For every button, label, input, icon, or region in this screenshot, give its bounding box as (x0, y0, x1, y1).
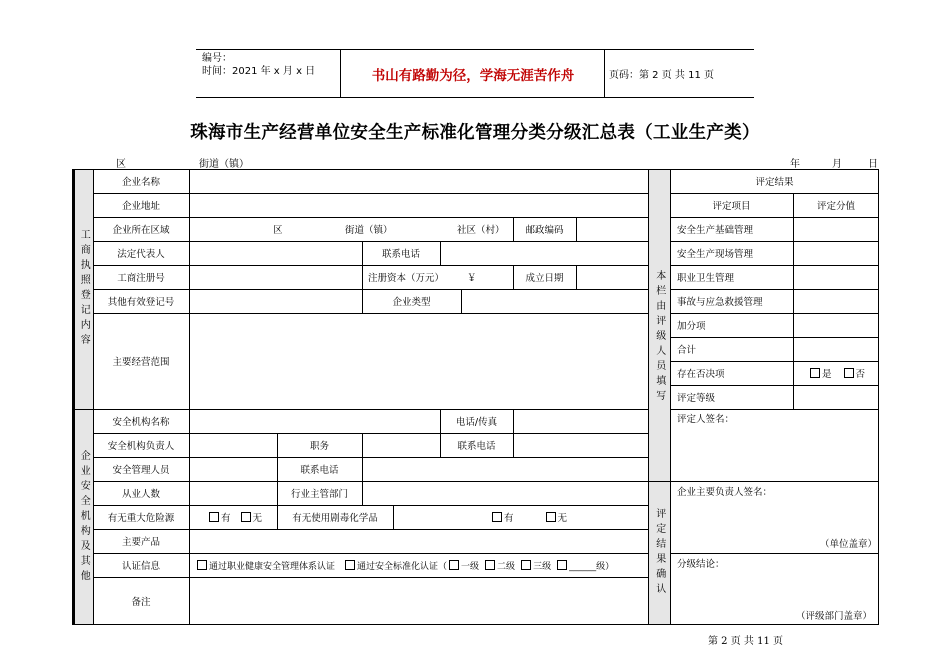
cert-lvl3-checkbox[interactable] (521, 560, 531, 570)
label-industry-dept: 行业主管部门 (290, 489, 348, 500)
rating-vertical-b (648, 481, 670, 625)
hazard-yes-label: 有 (221, 513, 231, 524)
section1-vertical-text: 工商执照登记内容 (78, 229, 90, 349)
principal-sign: 企业主要负责人签名： (677, 487, 773, 498)
rating-item: 加分项 (677, 321, 706, 332)
rating-item: 安全生产现场管理 (677, 249, 754, 260)
rater-sign: 评定人签名： (677, 414, 735, 425)
label-position: 职务 (309, 441, 329, 452)
motto: 书山有路勤为径，学海无涯苦作舟 (371, 67, 575, 84)
rating-vertical-b-text: 评定结果确认 (653, 508, 665, 598)
veto-yes-checkbox[interactable] (810, 368, 820, 378)
veto-yes-label: 是 (822, 369, 832, 380)
cert-lvl1-text: 一级 (461, 561, 480, 572)
page-footer: 第 2 页 共 11 页 (708, 636, 783, 647)
sub-district: 区 (116, 159, 126, 170)
rating-conclusion: 分级结论： (677, 559, 725, 570)
toxic-no-label: 无 (557, 513, 568, 524)
label-reg-no: 工商注册号 (117, 273, 165, 284)
rating-item: 事故与应急救援管理 (677, 297, 763, 308)
label-scope: 主要经营范围 (112, 357, 170, 368)
cert-lvl3-text: 三级 (533, 561, 552, 572)
label-postcode: 邮政编码 (525, 225, 564, 236)
cert-std-text: 通过安全标准化认证（ (357, 561, 448, 572)
code-label: 编号： (202, 53, 232, 64)
sub-street: 街道（镇） (199, 159, 249, 170)
rating-col-item: 评定项目 (712, 201, 751, 212)
toxic-yes-label: 有 (504, 513, 514, 524)
cert-ohs-checkbox[interactable] (197, 560, 207, 570)
label-major-hazard: 有无重大危险源 (107, 513, 175, 524)
label-company-area: 企业所在区域 (112, 225, 170, 236)
sub-month: 月 (832, 159, 842, 170)
time-label: 时间：2021 年 x 月 x 日 (202, 66, 316, 77)
label-company-name: 企业名称 (121, 177, 160, 188)
veto-options (808, 361, 865, 385)
toxic-no-checkbox[interactable] (546, 512, 556, 522)
cert-lvl1-checkbox[interactable] (449, 560, 459, 570)
label-phone-fax: 电话/传真 (455, 417, 498, 428)
cert-std-checkbox[interactable] (345, 560, 355, 570)
label-products: 主要产品 (121, 537, 160, 548)
label-safety-org: 安全机构名称 (112, 417, 170, 428)
label-legal-rep: 法定代表人 (117, 249, 165, 260)
label-other-reg: 其他有效登记号 (107, 297, 175, 308)
page-label: 页码：第 2 页 共 11 页 (604, 50, 754, 97)
rating-col-score: 评定分值 (816, 201, 855, 212)
rating-item: 合计 (677, 345, 697, 356)
label-org-head: 安全机构负责人 (107, 441, 175, 452)
label-cert: 认证信息 (121, 561, 160, 572)
hazard-options (207, 505, 262, 529)
section2-vertical-label (74, 409, 93, 625)
label-ent-type: 企业类型 (392, 297, 431, 308)
veto-no-checkbox[interactable] (844, 368, 854, 378)
veto-no-label: 否 (855, 369, 866, 380)
toxic-yes-checkbox[interactable] (492, 512, 502, 522)
rating-vertical-a (648, 193, 670, 481)
sub-year: 年 (790, 159, 800, 170)
label-toxic: 有无使用剧毒化学品 (292, 513, 378, 524)
hazard-no-label: 无 (252, 513, 263, 524)
hazard-no-checkbox[interactable] (241, 512, 251, 522)
label-employees: 从业人数 (121, 489, 160, 500)
label-company-address: 企业地址 (121, 201, 160, 212)
section1-vertical-label (74, 169, 93, 409)
label-safety-staff: 安全管理人员 (112, 465, 170, 476)
dept-seal: （评级部门盖章） (796, 611, 873, 622)
header-meta (196, 50, 340, 97)
label-yen: ￥ (467, 273, 477, 284)
rating-item: 安全生产基础管理 (677, 225, 754, 236)
rating-header: 评定结果 (755, 177, 794, 188)
label-reg-capital: 注册资本（万元） (367, 273, 444, 284)
sub-day: 日 (868, 159, 878, 170)
page-title: 珠海市生产经营单位安全生产标准化管理分类分级汇总表（工业生产类） (190, 123, 760, 143)
cert-lvl-other-text: ______级） (569, 561, 615, 572)
cert-lvl2-text: 二级 (497, 561, 516, 572)
label-staff-phone: 联系电话 (300, 465, 339, 476)
label-head-phone: 联系电话 (457, 441, 496, 452)
label-est-date: 成立日期 (525, 273, 564, 284)
document-header (196, 49, 754, 98)
cert-lvl-other-checkbox[interactable] (557, 560, 567, 570)
unit-seal: （单位盖章） (820, 539, 878, 550)
label-contact-phone: 联系电话 (381, 249, 420, 260)
toxic-options (490, 505, 567, 529)
cert-ohs-text: 通过职业健康安全管理体系认证 (209, 561, 336, 572)
label-area-district: 区 (273, 225, 283, 236)
cert-lvl2-checkbox[interactable] (485, 560, 495, 570)
section2-vertical-text: 企业安全机构及其他 (78, 449, 90, 585)
hazard-yes-checkbox[interactable] (209, 512, 219, 522)
rating-item: 职业卫生管理 (677, 273, 735, 284)
rating-veto: 存在否决项 (677, 369, 725, 380)
label-area-street: 街道（镇） (345, 225, 393, 236)
rating-vertical-a-text: 本栏由评级人员填写 (653, 269, 665, 405)
cert-options (195, 553, 614, 577)
label-area-community: 社区（村） (457, 225, 505, 236)
label-remark: 备注 (131, 597, 151, 608)
rating-grade: 评定等级 (677, 393, 716, 404)
